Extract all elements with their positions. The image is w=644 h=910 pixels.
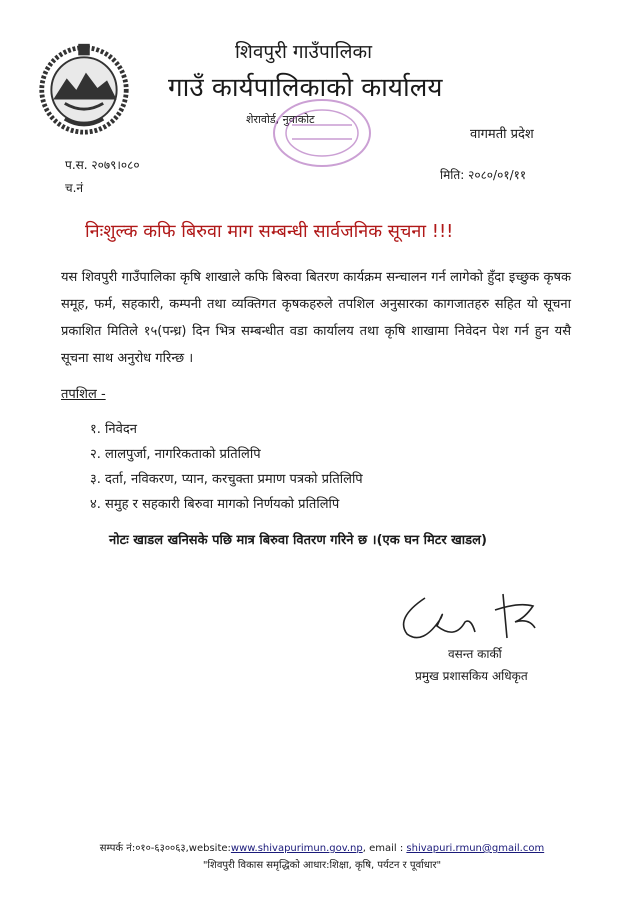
footer-contact [0, 840, 644, 854]
notice-body: यस शिवपुरी गाउँपालिका कृषि शाखाले कफि बिरुवा बितरण कार्यक्रम सन्चालन गर्न लागेको हुँदा इच्छुक कृषक समूह, फर्म, सहकारी, कम्पनी तथा व्यक्तिगत कृषकहरुले तपशिल अनुसारका कागजातहरु सहित यो सूचना प्रकाशित मितिले १५(पन्ध्र) दिन भित्र सम्बन्धीत वडा कार्यालय तथा कृषि शाखामा निवेदन पेश गर्न हुन यसै सूचना साथ अनुरोध गरिन्छ । [61, 270, 571, 366]
details-heading: तपशिल - [61, 387, 106, 402]
signatory-title: प्रमुख प्रशासकिय अधिकृत [415, 669, 528, 683]
dispatch-number: च.नं [65, 181, 84, 195]
details-item: ४. समुह र सहकारी बिरुवा मागको निर्णयको प्रतिलिपि [90, 497, 340, 512]
notice-note: नोटः खाडल खनिसके पछि मात्र बिरुवा वितरण गरिने छ ।(एक घन मिटर खाडल) [109, 533, 487, 548]
notice-date: मिति: २०८०/०१/११ [440, 168, 527, 182]
contact-prefix: सम्पर्क नं:०१०-६३००६३,website: [99, 843, 231, 854]
details-item: १. निवेदन [90, 422, 137, 437]
details-item: ३. दर्ता, नविकरण, प्यान, करचुक्ता प्रमाण पत्रको प्रतिलिपि [90, 472, 363, 487]
nepal-government-emblem-icon [36, 40, 132, 136]
office-address: शेरावोर्ड, नुवाकोट [246, 113, 315, 126]
province-name: वागमती प्रदेश [470, 127, 534, 142]
email-prefix: , email : [362, 843, 407, 854]
office-seal-stamp-icon [270, 95, 375, 170]
handwritten-signature-icon [395, 588, 560, 650]
notice-title: निःशुल्क कफि बिरुवा माग सम्बन्धी सार्वजनिक सूचना !!! [85, 221, 454, 242]
details-item: २. लालपुर्जा, नागरिकताको प्रतिलिपि [90, 447, 261, 462]
footer-tagline: "शिवपुरी विकास समृद्धिको आधार:शिक्षा, कृषि, पर्यटन र पूर्वाधार" [202, 860, 442, 871]
letter-reference-number: प.स. २०७९।०८० [65, 158, 140, 172]
signatory-name: वसन्त कार्की [448, 647, 502, 661]
website-link[interactable]: www.shivapurimun.gov.np [230, 843, 363, 854]
municipality-name: शिवपुरी गाउँपालिका [235, 41, 372, 63]
office-name: गाउँ कार्यपालिकाको कार्यालय [168, 73, 443, 103]
email-link[interactable]: shivapuri.rmun@gmail.com [406, 843, 545, 854]
